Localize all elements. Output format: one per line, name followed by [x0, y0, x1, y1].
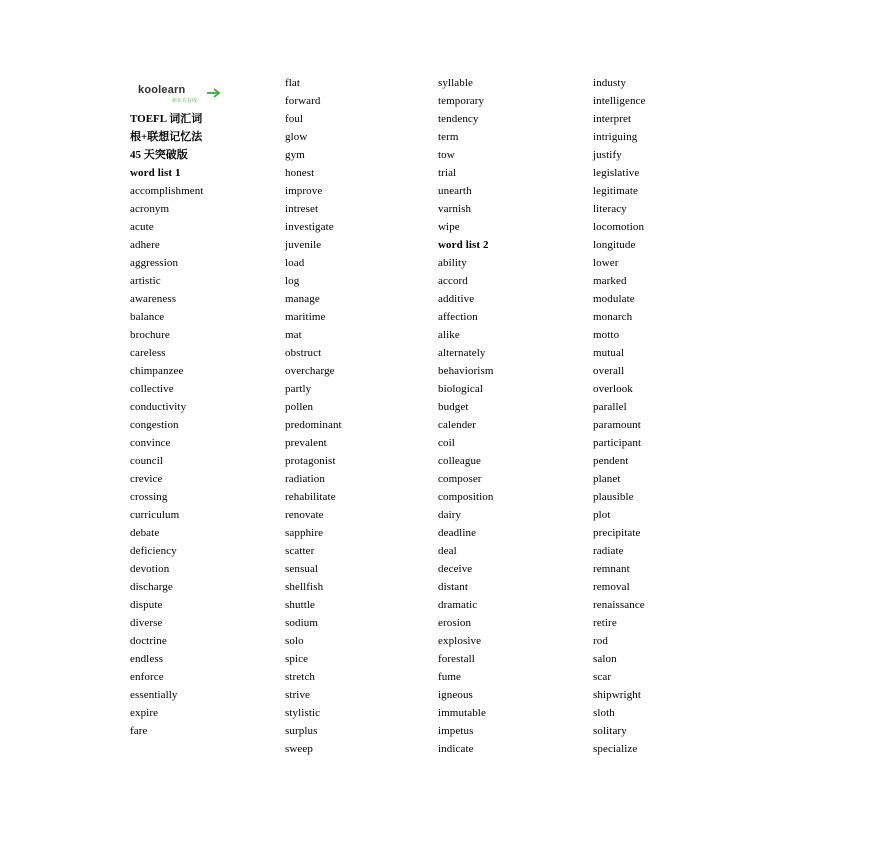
word-item: forward [285, 95, 321, 107]
word-item: deficiency [130, 545, 177, 557]
word-item: juvenile [285, 239, 322, 251]
word-item: foul [285, 113, 304, 125]
word-item: planet [593, 473, 621, 485]
word-item: convince [130, 437, 171, 449]
word-item: manage [285, 293, 320, 305]
word-item: composer [438, 473, 482, 485]
word-item: renaissance [593, 599, 645, 611]
word-item: expire [130, 707, 159, 719]
word-item: term [438, 131, 459, 143]
word-item: endless [130, 653, 164, 665]
word-item: partly [285, 383, 312, 395]
word-item: colleague [438, 455, 482, 467]
title-line: 根+联想记忆法 [130, 131, 203, 143]
word-item: fume [438, 671, 462, 683]
word-item: intreset [285, 203, 319, 215]
arrow-icon [206, 85, 222, 103]
word-list-heading: word list 1 [130, 167, 181, 179]
word-item: log [285, 275, 300, 287]
word-item: fare [130, 725, 148, 737]
word-item: balance [130, 311, 165, 323]
word-item: removal [593, 581, 630, 593]
word-item: precipitate [593, 527, 641, 539]
word-item: prevalent [285, 437, 327, 449]
word-item: monarch [593, 311, 633, 323]
word-item: acute [130, 221, 154, 233]
word-item: brochure [130, 329, 170, 341]
word-item: essentially [130, 689, 178, 701]
word-item: accord [438, 275, 468, 287]
word-item: overall [593, 365, 625, 377]
title-line: 45 天突破版 [130, 149, 188, 161]
word-item: council [130, 455, 164, 467]
word-item: forestall [438, 653, 475, 665]
word-item: stretch [285, 671, 316, 683]
word-item: varnish [438, 203, 472, 215]
word-item: explosive [438, 635, 482, 647]
word-item: solitary [593, 725, 627, 737]
word-item: predominant [285, 419, 342, 431]
word-item: strive [285, 689, 311, 701]
word-item: shipwright [593, 689, 642, 701]
word-item: igneous [438, 689, 473, 701]
word-item: budget [438, 401, 469, 413]
word-item: industy [593, 77, 627, 89]
word-item: interpret [593, 113, 632, 125]
word-list-heading: word list 2 [438, 239, 489, 251]
word-item: impetus [438, 725, 474, 737]
word-item: sodium [285, 617, 318, 629]
word-item: awareness [130, 293, 177, 305]
word-item: pollen [285, 401, 314, 413]
word-item: obstruct [285, 347, 322, 359]
word-item: doctrine [130, 635, 167, 647]
word-item: parallel [593, 401, 627, 413]
word-item: plot [593, 509, 611, 521]
word-item: diverse [130, 617, 163, 629]
word-item: shuttle [285, 599, 316, 611]
word-item: crevice [130, 473, 163, 485]
word-item: sensual [285, 563, 319, 575]
word-column-1 [130, 164, 204, 740]
word-column-3 [438, 74, 494, 758]
word-item: wipe [438, 221, 460, 233]
word-item: scatter [285, 545, 315, 557]
word-item: plausible [593, 491, 634, 503]
word-item: debate [130, 527, 160, 539]
word-item: ability [438, 257, 467, 269]
word-item: honest [285, 167, 315, 179]
word-item: sloth [593, 707, 615, 719]
word-item: calender [438, 419, 477, 431]
word-item: conductivity [130, 401, 187, 413]
word-item: devotion [130, 563, 170, 575]
word-item: deceive [438, 563, 473, 575]
word-item: improve [285, 185, 323, 197]
word-item: mat [285, 329, 302, 341]
word-item: enforce [130, 671, 164, 683]
word-item: maritime [285, 311, 326, 323]
word-item: shellfish [285, 581, 324, 593]
word-item: biological [438, 383, 483, 395]
word-item: remnant [593, 563, 630, 575]
word-item: renovate [285, 509, 324, 521]
word-item: unearth [438, 185, 472, 197]
word-item: participant [593, 437, 642, 449]
title-line: TOEFL 词汇词 [130, 113, 203, 125]
word-item: adhere [130, 239, 160, 251]
word-item: behaviorism [438, 365, 494, 377]
word-item: flat [285, 77, 301, 89]
word-item: locomotion [593, 221, 645, 233]
word-item: tendency [438, 113, 479, 125]
word-item: trial [438, 167, 457, 179]
word-item: gym [285, 149, 305, 161]
word-item: lower [593, 257, 619, 269]
word-item: radiate [593, 545, 624, 557]
word-item: stylistic [285, 707, 321, 719]
word-item: syllable [438, 77, 474, 89]
word-item: distant [438, 581, 469, 593]
word-item: paramount [593, 419, 641, 431]
word-item: rehabilitate [285, 491, 336, 503]
word-column-2 [285, 74, 342, 758]
word-item: additive [438, 293, 475, 305]
word-item: discharge [130, 581, 173, 593]
word-item: careless [130, 347, 166, 359]
word-item: marked [593, 275, 627, 287]
word-item: literacy [593, 203, 627, 215]
word-item: sapphire [285, 527, 324, 539]
word-item: composition [438, 491, 494, 503]
word-item: radiation [285, 473, 325, 485]
word-item: acronym [130, 203, 170, 215]
word-item: load [285, 257, 305, 269]
word-item: artistic [130, 275, 161, 287]
word-item: indicate [438, 743, 474, 755]
word-item: modulate [593, 293, 635, 305]
word-item: tow [438, 149, 455, 161]
word-item: glow [285, 131, 308, 143]
word-item: solo [285, 635, 304, 647]
word-item: legislative [593, 167, 640, 179]
word-item: sweep [285, 743, 313, 755]
word-item: chimpanzee [130, 365, 184, 377]
word-item: crossing [130, 491, 168, 503]
word-item: surplus [285, 725, 318, 737]
word-item: legitimate [593, 185, 638, 197]
logo-text: koolearn [138, 84, 186, 96]
word-item: dramatic [438, 599, 478, 611]
koolearn-logo [138, 84, 228, 106]
word-item: curriculum [130, 509, 180, 521]
word-item: mutual [593, 347, 625, 359]
word-item: coil [438, 437, 455, 449]
word-item: justify [593, 149, 622, 161]
word-item: collective [130, 383, 174, 395]
word-item: congestion [130, 419, 179, 431]
word-item: pendent [593, 455, 629, 467]
word-item: intelligence [593, 95, 646, 107]
word-item: accomplishment [130, 185, 204, 197]
word-item: salon [593, 653, 617, 665]
word-item: rod [593, 635, 608, 647]
word-item: erosion [438, 617, 472, 629]
word-item: investigate [285, 221, 334, 233]
word-item: overlook [593, 383, 633, 395]
word-item: deadline [438, 527, 477, 539]
word-item: immutable [438, 707, 486, 719]
word-item: alternately [438, 347, 486, 359]
word-item: alike [438, 329, 460, 341]
word-item: scar [593, 671, 612, 683]
word-item: aggression [130, 257, 179, 269]
word-item: deal [438, 545, 457, 557]
word-item: affection [438, 311, 478, 323]
word-item: spice [285, 653, 309, 665]
word-item: specialize [593, 743, 638, 755]
word-item: dispute [130, 599, 163, 611]
logo-subtext: 新东方在线 [172, 98, 198, 104]
word-column-4 [593, 74, 646, 758]
word-item: motto [593, 329, 620, 341]
word-item: temporary [438, 95, 485, 107]
word-item: intriguing [593, 131, 638, 143]
word-item: dairy [438, 509, 462, 521]
word-item: longitude [593, 239, 636, 251]
word-item: overcharge [285, 365, 335, 377]
word-item: retire [593, 617, 617, 629]
word-item: protagonist [285, 455, 336, 467]
document-title [130, 110, 202, 164]
